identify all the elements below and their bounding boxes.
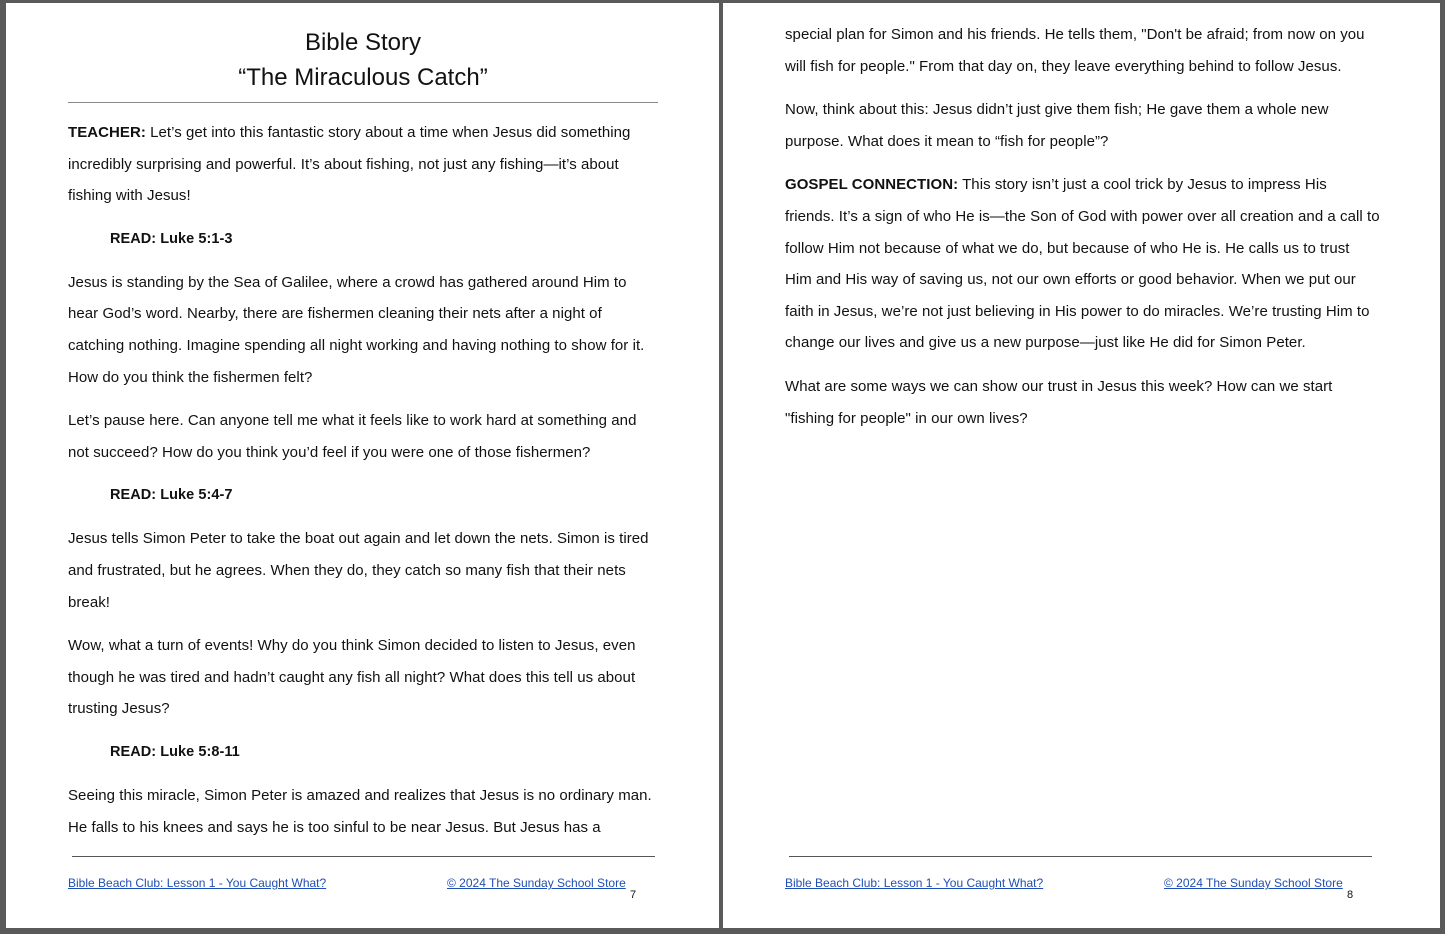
- read-heading-3: READ: Luke 5:8-11: [110, 743, 240, 760]
- page-number: 8: [1347, 889, 1354, 901]
- page-title: [68, 25, 658, 95]
- footer-divider: [789, 856, 1372, 857]
- read-heading-2: READ: Luke 5:4-7: [110, 487, 233, 504]
- page-left-content: [6, 3, 660, 843]
- read-heading-1: READ: Luke 5:1-3: [110, 230, 233, 247]
- footer-divider: [72, 856, 655, 857]
- teacher-paragraph: [68, 117, 660, 212]
- title-divider: [68, 102, 658, 103]
- page-right: [723, 3, 1440, 928]
- story-paragraph-continued: special plan for Simon and his friends. He tells them, "Don't be afraid; from now on you will fish for people." From that day on, they leave everything behind to follow Jesus.: [785, 26, 1365, 75]
- gospel-label: GOSPEL CONNECTION:: [785, 176, 959, 194]
- teacher-text: Let’s get into this fantastic story about a time when Jesus did something incredibly surprising and powerful. It’s about fishing, not just any fishing—it’s about fishing with Jesus!: [68, 124, 631, 205]
- story-paragraph-4: Wow, what a turn of events! Why do you think Simon decided to listen to Jesus, even though he was tired and hadn’t caught any fish all night? What does this tell us about trusting Jesus?: [68, 637, 636, 718]
- footer-lesson-link[interactable]: Bible Beach Club: Lesson 1 - You Caught What?: [68, 876, 327, 890]
- footer-lesson-link[interactable]: Bible Beach Club: Lesson 1 - You Caught What?: [785, 876, 1044, 890]
- footer-store-link[interactable]: © 2024 The Sunday School Store: [1164, 876, 1343, 890]
- page-number: 7: [630, 889, 637, 901]
- application-paragraph: What are some ways we can show our trust in Jesus this week? How can we start "fishing for people" in our own lives?: [785, 377, 1333, 427]
- story-paragraph-1: Jesus is standing by the Sea of Galilee, where a crowd has gathered around Him to hear God’s word. Nearby, there are fishermen cleaning their nets after a night of catching nothing. Imagine spending all night working and having nothing to show for it. How do you think the fishermen felt?: [68, 273, 645, 386]
- footer-store-link[interactable]: © 2024 The Sunday School Store: [447, 876, 626, 890]
- story-paragraph-5: Seeing this miracle, Simon Peter is amazed and realizes that Jesus is no ordinary man. He falls to his knees and says he is too sinful to be near Jesus. But Jesus has a: [68, 786, 652, 836]
- title-line-2: “The Miraculous Catch”: [238, 64, 488, 91]
- page-left: [6, 3, 719, 928]
- story-paragraph-2: Let’s pause here. Can anyone tell me what it feels like to work hard at something and not succeed? How do you think you’d feel if you were one of those fishermen?: [68, 412, 637, 461]
- story-paragraph-3: Jesus tells Simon Peter to take the boat out again and let down the nets. Simon is tired and frustrated, but he agrees. When they do, they catch so many fish that their nets break!: [68, 530, 649, 611]
- gospel-text: This story isn’t just a cool trick by Jesus to impress His friends. It’s a sign of who He is—the Son of God with power over all creation and a call to follow Him not because of what we do, but because of who He is. He calls us to trust Him and His way of saving us, not our own efforts or good behavior. When we put our faith in Jesus, we’re not just believing in His power to do miracles. We’re trusting Him to change our lives and give us a new purpose—just like He did for Simon Peter.: [785, 176, 1380, 352]
- reflection-paragraph: Now, think about this: Jesus didn’t just give them fish; He gave them a whole new purpose. What does it mean to “fish for people”?: [785, 101, 1329, 150]
- page-right-content: [723, 3, 1380, 434]
- title-line-1: Bible Story: [304, 29, 422, 56]
- gospel-paragraph: [785, 169, 1380, 359]
- teacher-label: TEACHER:: [68, 124, 146, 141]
